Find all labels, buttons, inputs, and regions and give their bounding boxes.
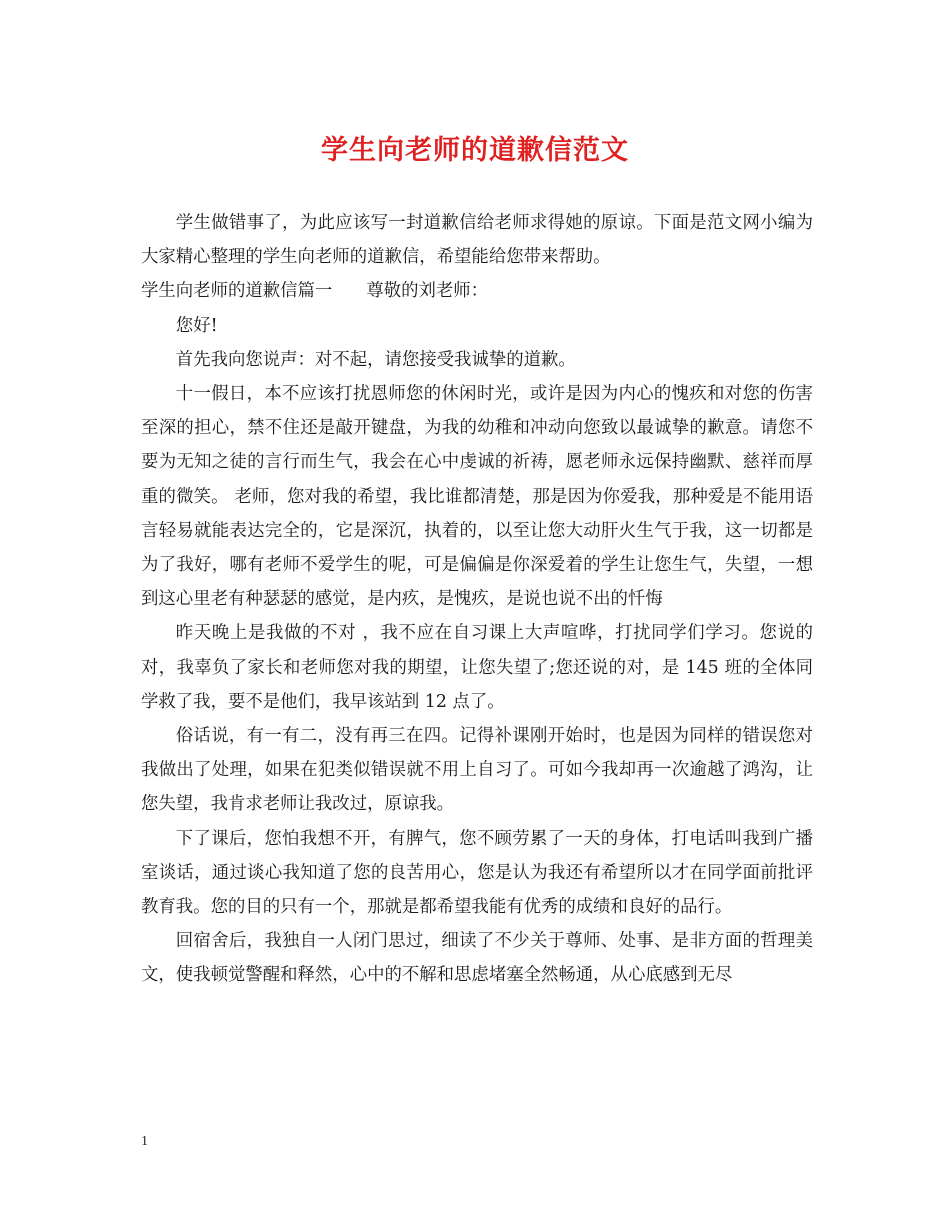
document-title: 学生向老师的道歉信范文 bbox=[321, 135, 629, 166]
paragraph-after-class: 下了课后，您怕我想不开，有脾气，您不顾劳累了一天的身体，打电话叫我到广播室谈话，通过谈心我知道了您的良苦用心，您是认为我还有希望所以才在同学面前批评教育我。您的目的只有一个，那就是都希望我能有优秀的成绩和良好的品行。 bbox=[141, 828, 813, 918]
paragraph-greeting: 您好! bbox=[175, 315, 218, 336]
salutation: 尊敬的刘老师： bbox=[366, 281, 489, 302]
page-number: 1 bbox=[141, 1134, 148, 1149]
paragraph-proverb: 俗话说，有一有二，没有再三在四。记得补课刚开始时，也是因为同样的错误您对我做出了处理，如果在犯类似错误就不用上自习了。可如今我却再一次逾越了鸿沟，让您失望，我肯求老师让我改过，原谅我。 bbox=[141, 726, 813, 815]
section-heading-line bbox=[141, 274, 813, 308]
paragraph-last-night: 昨天晚上是我做的不对 ，我不应在自习课上大声喧哗，打扰同学们学习。您说的对，我辜负了家长和老师您对我的期望，让您失望了;您还说的对，是 145 班的全体同学救了我，要不是他们，我早该站到 12 点了。 bbox=[141, 623, 813, 712]
document-body bbox=[141, 206, 813, 993]
intro-paragraph: 学生做错事了，为此应该写一封道歉信给老师求得她的原谅。下面是范文网小编为大家精心整理的学生向老师的道歉信，希望能给您带来帮助。 bbox=[141, 213, 813, 268]
paragraph-apology: 首先我向您说声：对不起，请您接受我诚挚的道歉。 bbox=[175, 349, 576, 370]
paragraph-holiday: 十一假日，本不应该打扰恩师您的休闲时光，或许是因为内心的愧疚和对您的伤害至深的担心，禁不住还是敲开键盘，为我的幼稚和冲动向您致以最诚挚的歉意。请您不要为无知之徒的言行而生气，我会在心中虔诚的祈祷，愿老师永远保持幽默、慈祥而厚重的微笑。 老师，您对我的希望，我比谁都清楚，那是因为你爱我，那种爱是不能用语言轻易就能表达完全的，它是深沉，执着的，以至让您大动肝火生气于我，这一切都是为了我好，哪有老师不爱学生的呢，可是偏偏是你深爱着的学生让您生气，失望，一想到这心里老有种瑟瑟的感觉，是内疚，是愧疚，是说也说不出的忏悔 bbox=[141, 384, 813, 610]
section-heading: 学生向老师的道歉信篇一 bbox=[141, 281, 333, 302]
paragraph-dormitory: 回宿舍后，我独自一人闭门思过，细读了不少关于尊师、处事、是非方面的哲理美文，使我顿觉警醒和释然，心中的不解和思虑堵塞全然畅通，从心底感到无尽 bbox=[141, 931, 813, 986]
